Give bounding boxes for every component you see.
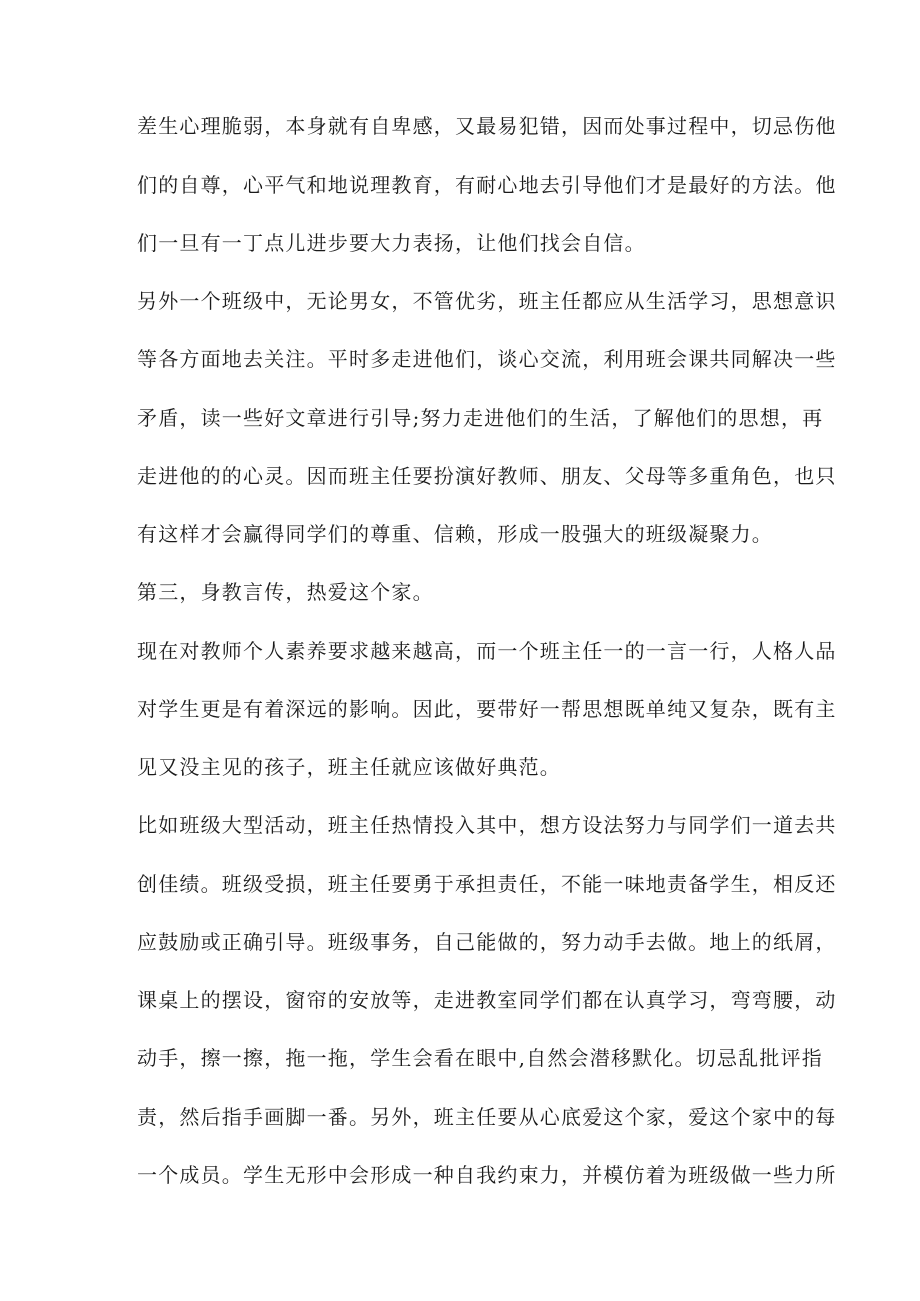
text-line: 矛盾，读一些好文章进行引导;努力走进他们的生活，了解他们的思想，再 — [137, 406, 824, 430]
text-line: 们一旦有一丁点儿进步要大力表扬，让他们找会自信。 — [137, 231, 646, 255]
text-line: 一个成员。学生无形中会形成一种自我约束力，并模仿着为班级做一些力所 — [137, 1163, 837, 1187]
text-line: 责，然后指手画脚一番。另外，班主任要从心底爱这个家，爱这个家中的每 — [137, 1105, 837, 1129]
text-line: 有这样才会赢得同学们的尊重、信赖，形成一股强大的班级凝聚力。 — [137, 522, 773, 546]
text-line: 对学生更是有着深远的影响。因此，要带好一帮思想既单纯又复杂，既有主 — [137, 697, 837, 721]
text-line: 创佳绩。班级受损，班主任要勇于承担责任，不能一味地责备学生，相反还 — [137, 872, 837, 896]
text-line: 现在对教师个人素养要求越来越高，而一个班主任一的一言一行，人格人品 — [137, 639, 837, 663]
text-line: 比如班级大型活动，班主任热情投入其中，想方设法努力与同学们一道去共 — [137, 813, 837, 837]
text-line: 课桌上的摆设，窗帘的安放等，走进教室同学们都在认真学习，弯弯腰，动 — [137, 988, 837, 1012]
text-line: 走进他的的心灵。因而班主任要扮演好教师、朋友、父母等多重角色，也只 — [137, 464, 837, 488]
text-line: 见又没主见的孩子，班主任就应该做好典范。 — [137, 755, 561, 779]
text-line: 们的自尊，心平气和地说理教育，有耐心地去引导他们才是最好的方法。他 — [137, 173, 837, 197]
text-line: 应鼓励或正确引导。班级事务，自己能做的，努力动手去做。地上的纸屑， — [137, 930, 837, 954]
text-line: 动手，擦一擦，拖一拖，学生会看在眼中,自然会潜移默化。切忌乱批评指 — [137, 1046, 823, 1070]
text-line: 差生心理脆弱，本身就有自卑感，又最易犯错，因而处事过程中，切忌伤他 — [137, 114, 837, 138]
text-line: 另外一个班级中，无论男女，不管优劣，班主任都应从生活学习，思想意识 — [137, 289, 837, 313]
text-line: 等各方面地去关注。平时多走进他们，谈心交流，利用班会课共同解决一些 — [137, 347, 837, 371]
text-line: 第三，身教言传，热爱这个家。 — [137, 580, 434, 604]
